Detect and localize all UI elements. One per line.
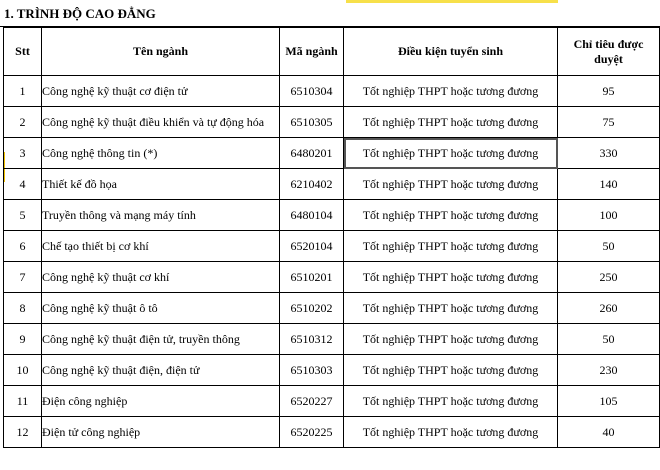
admission-table — [3, 27, 660, 448]
cell-condition[interactable]: Tốt nghiệp THPT hoặc tương đương — [344, 231, 558, 262]
table-header-row — [4, 28, 660, 76]
cell-quota[interactable]: 40 — [558, 417, 660, 448]
cell-name[interactable]: Chế tạo thiết bị cơ khí — [42, 231, 280, 262]
cell-condition[interactable]: Tốt nghiệp THPT hoặc tương đương — [344, 262, 558, 293]
cell-name[interactable]: Truyền thông và mạng máy tính — [42, 200, 280, 231]
cell-condition[interactable]: Tốt nghiệp THPT hoặc tương đương — [344, 107, 558, 138]
cell-quota[interactable]: 330 — [558, 138, 660, 169]
cell-condition[interactable]: Tốt nghiệp THPT hoặc tương đương — [344, 293, 558, 324]
cell-condition[interactable]: Tốt nghiệp THPT hoặc tương đương — [344, 76, 558, 107]
cell-stt[interactable]: 7 — [4, 262, 42, 293]
cell-stt[interactable]: 4 — [4, 169, 42, 200]
cell-condition[interactable]: Tốt nghiệp THPT hoặc tương đương — [344, 417, 558, 448]
table-row — [4, 417, 660, 448]
cell-quota[interactable]: 230 — [558, 355, 660, 386]
cell-condition[interactable]: Tốt nghiệp THPT hoặc tương đương — [344, 355, 558, 386]
cell-name[interactable]: Công nghệ kỹ thuật điều khiển và tự động hóa — [42, 107, 280, 138]
cell-stt[interactable]: 2 — [4, 107, 42, 138]
cell-quota[interactable]: 140 — [558, 169, 660, 200]
table-row — [4, 200, 660, 231]
cell-quota[interactable]: 105 — [558, 386, 660, 417]
header-code[interactable]: Mã ngành — [280, 28, 344, 76]
cell-code[interactable]: 6210402 — [280, 169, 344, 200]
cell-quota[interactable]: 50 — [558, 231, 660, 262]
table-row — [4, 76, 660, 107]
cell-quota[interactable]: 50 — [558, 324, 660, 355]
cell-stt[interactable]: 11 — [4, 386, 42, 417]
cell-condition[interactable]: Tốt nghiệp THPT hoặc tương đương — [344, 200, 558, 231]
cell-code[interactable]: 6480201 — [280, 138, 344, 169]
cell-code[interactable]: 6510303 — [280, 355, 344, 386]
cell-code[interactable]: 6520104 — [280, 231, 344, 262]
header-name[interactable]: Tên ngành — [42, 28, 280, 76]
cell-stt[interactable]: 12 — [4, 417, 42, 448]
table-row — [4, 355, 660, 386]
cell-code[interactable]: 6510201 — [280, 262, 344, 293]
cell-condition[interactable]: Tốt nghiệp THPT hoặc tương đương — [344, 386, 558, 417]
cell-stt[interactable]: 6 — [4, 231, 42, 262]
cell-condition[interactable]: Tốt nghiệp THPT hoặc tương đương — [344, 169, 558, 200]
table-row — [4, 231, 660, 262]
cell-code[interactable]: 6510304 — [280, 76, 344, 107]
cell-name[interactable]: Công nghệ kỹ thuật cơ khí — [42, 262, 280, 293]
cell-quota[interactable]: 100 — [558, 200, 660, 231]
table-row — [4, 138, 660, 169]
cell-stt[interactable]: 10 — [4, 355, 42, 386]
cell-name[interactable]: Công nghệ kỹ thuật điện, điện tử — [42, 355, 280, 386]
table-row — [4, 262, 660, 293]
header-condition[interactable]: Điều kiện tuyển sinh — [344, 28, 558, 76]
table-row — [4, 386, 660, 417]
cell-code[interactable]: 6520225 — [280, 417, 344, 448]
header-stt[interactable]: Stt — [4, 28, 42, 76]
table-row — [4, 324, 660, 355]
cell-quota[interactable]: 260 — [558, 293, 660, 324]
cell-condition[interactable]: Tốt nghiệp THPT hoặc tương đương — [344, 138, 558, 169]
cell-stt[interactable]: 1 — [4, 76, 42, 107]
cell-name[interactable]: Công nghệ thông tin (*) — [42, 138, 280, 169]
cell-code[interactable]: 6510305 — [280, 107, 344, 138]
cell-name[interactable]: Điện công nghiệp — [42, 386, 280, 417]
cell-code[interactable]: 6510312 — [280, 324, 344, 355]
cell-quota[interactable]: 95 — [558, 76, 660, 107]
cell-name[interactable]: Công nghệ kỹ thuật cơ điện tử — [42, 76, 280, 107]
cell-code[interactable]: 6520227 — [280, 386, 344, 417]
cell-name[interactable]: Công nghệ kỹ thuật điện tử, truyền thông — [42, 324, 280, 355]
section-title: 1. TRÌNH ĐỘ CAO ĐẲNG — [0, 0, 660, 27]
table-row — [4, 293, 660, 324]
table-row — [4, 169, 660, 200]
cell-stt[interactable]: 3 — [4, 138, 42, 169]
cell-quota[interactable]: 250 — [558, 262, 660, 293]
cell-name[interactable]: Công nghệ kỹ thuật ô tô — [42, 293, 280, 324]
cell-name[interactable]: Điện tử công nghiệp — [42, 417, 280, 448]
cell-code[interactable]: 6480104 — [280, 200, 344, 231]
cell-code[interactable]: 6510202 — [280, 293, 344, 324]
cell-stt[interactable]: 8 — [4, 293, 42, 324]
cell-stt[interactable]: 9 — [4, 324, 42, 355]
cell-stt[interactable]: 5 — [4, 200, 42, 231]
cell-condition[interactable]: Tốt nghiệp THPT hoặc tương đương — [344, 324, 558, 355]
table-row — [4, 107, 660, 138]
cell-name[interactable]: Thiết kế đồ họa — [42, 169, 280, 200]
cell-quota[interactable]: 75 — [558, 107, 660, 138]
header-quota[interactable]: Chỉ tiêu được duyệt — [558, 28, 660, 76]
